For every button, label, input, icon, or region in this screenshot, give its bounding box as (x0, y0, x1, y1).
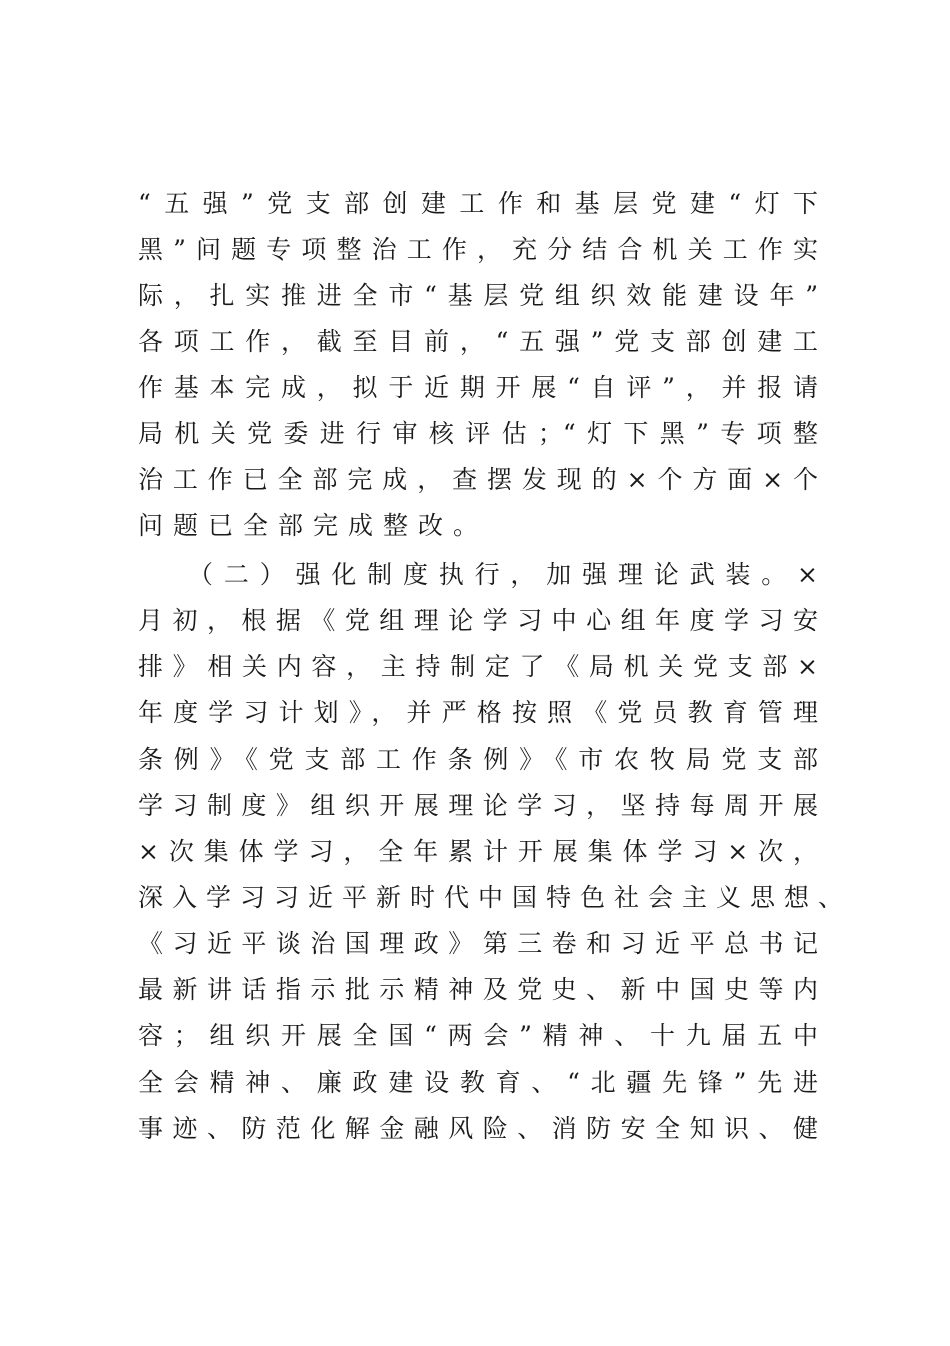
section-heading-line: （二）强化制度执行，加强理论武装。× (188, 560, 818, 589)
text-line-20: 全会精神、廉政建设教育、“北疆先锋”先进 (138, 1068, 818, 1097)
text-line-13: 条例》《党支部工作条例》《市农牧局党支部 (138, 745, 818, 774)
text-line-12: 年度学习计划》，并严格按照《党员教育管理 (138, 698, 818, 727)
text-line-3: 际，扎实推进全市“基层党组织效能建设年” (138, 281, 818, 310)
text-line-17: 《习近平谈治国理政》第三卷和习近平总书记 (138, 929, 818, 958)
text-line-1: “五强”党支部创建工作和基层党建“灯下 (138, 189, 818, 218)
text-line-6: 局机关党委进行审核评估；“灯下黑”专项整 (138, 419, 818, 448)
text-line-4: 各项工作，截至目前，“五强”党支部创建工 (138, 327, 818, 356)
text-line-7: 治工作已全部完成，查摆发现的×个方面×个 (138, 465, 818, 494)
text-line-21: 事迹、防范化解金融风险、消防安全知识、健 (138, 1114, 818, 1143)
text-line-2: 黑”问题专项整治工作，充分结合机关工作实 (138, 235, 818, 264)
text-line-15: ×次集体学习，全年累计开展集体学习×次， (138, 837, 818, 866)
text-line-10: 月初，根据《党组理论学习中心组年度学习安 (138, 606, 818, 635)
text-line-8: 问题已全部完成整改。 (138, 511, 489, 540)
text-line-16: 深入学习习近平新时代中国特色社会主义思想、 (138, 883, 843, 912)
text-line-19: 容；组织开展全国“两会”精神、十九届五中 (138, 1021, 818, 1050)
text-line-5: 作基本完成，拟于近期开展“自评”，并报请 (138, 373, 818, 402)
text-line-11: 排》相关内容，主持制定了《局机关党支部× (138, 652, 818, 681)
text-line-18: 最新讲话指示批示精神及党史、新中国史等内 (138, 975, 818, 1004)
text-line-14: 学习制度》组织开展理论学习，坚持每周开展 (138, 791, 818, 820)
